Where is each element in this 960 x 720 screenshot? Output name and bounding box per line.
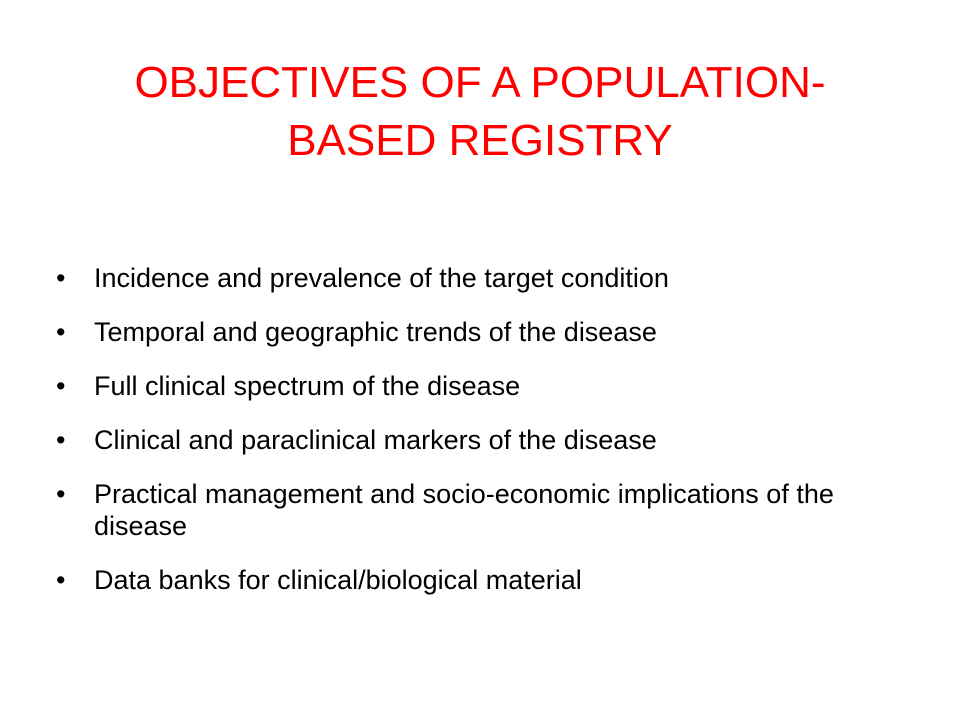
slide-title-line-2: BASED REGISTRY xyxy=(287,116,673,165)
slide-title-line-1: OBJECTIVES OF A POPULATION- xyxy=(134,58,826,107)
bullet-icon: • xyxy=(56,317,66,347)
bullet-icon: • xyxy=(56,371,66,401)
bullet-text: Temporal and geographic trends of the disease xyxy=(94,317,657,347)
bullet-text: Full clinical spectrum of the disease xyxy=(94,371,521,401)
bullet-icon: • xyxy=(56,479,66,509)
slide-title xyxy=(40,54,920,170)
bullet-item xyxy=(56,262,916,294)
bullet-text: Data banks for clinical/biological material xyxy=(94,565,582,595)
bullet-item xyxy=(56,478,916,542)
bullet-list xyxy=(56,262,916,618)
bullet-text: Practical management and socio-economic implications of the disease xyxy=(94,479,834,541)
bullet-icon: • xyxy=(56,263,66,293)
bullet-icon: • xyxy=(56,425,66,455)
bullet-icon: • xyxy=(56,565,66,595)
bullet-item xyxy=(56,370,916,402)
bullet-item xyxy=(56,564,916,596)
bullet-item xyxy=(56,424,916,456)
bullet-item xyxy=(56,316,916,348)
bullet-text: Clinical and paraclinical markers of the disease xyxy=(94,425,657,455)
bullet-text: Incidence and prevalence of the target condition xyxy=(94,263,669,293)
